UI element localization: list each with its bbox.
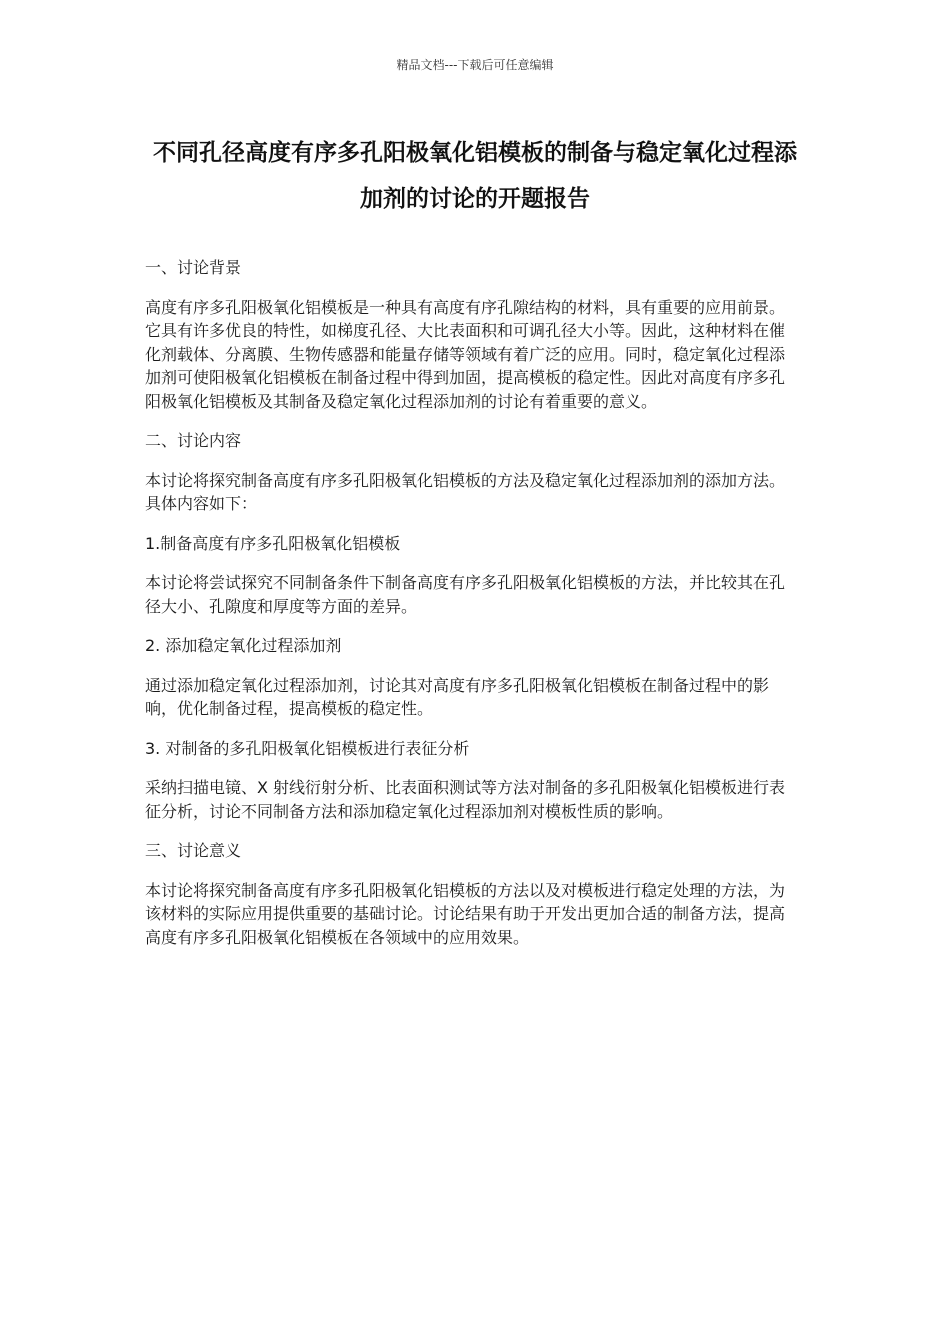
paragraph-item-2: 通过添加稳定氧化过程添加剂，讨论其对高度有序多孔阳极氧化铝模板在制备过程中的影响，优化制备过程，提高模板的稳定性。 (145, 675, 770, 718)
section-heading-significance: 三、讨论意义 (145, 841, 242, 860)
document-title: 不同孔径高度有序多孔阳极氧化铝模板的制备与稳定氧化过程添加剂的讨论的开题报告 (153, 140, 797, 212)
item-heading-2: 2. 添加稳定氧化过程添加剂 (145, 636, 342, 655)
section-heading-background: 一、讨论背景 (145, 258, 242, 277)
paragraph-item-1: 本讨论将尝试探究不同制备条件下制备高度有序多孔阳极氧化铝模板的方法，并比较其在孔径大小、孔隙度和厚度等方面的差异。 (145, 573, 786, 616)
paragraph-item-3: 采纳扫描电镜、X 射线衍射分析、比表面积测试等方法对制备的多孔阳极氧化铝模板进行表征分析，讨论不同制备方法和添加稳定氧化过程添加剂对模板性质的影响。 (145, 778, 786, 821)
paragraph-background: 高度有序多孔阳极氧化铝模板是一种具有高度有序孔隙结构的材料，具有重要的应用前景。它具有许多优良的特性，如梯度孔径、大比表面积和可调孔径大小等。因此，这种材料在催化剂载体、分离膜、生物传感器和能量存储等领域有着广泛的应用。同时，稳定氧化过程添加剂可使阳极氧化铝模板在制备过程中得到加固，提高模板的稳定性。因此对高度有序多孔阳极氧化铝模板及其制备及稳定氧化过程添加剂的讨论有着重要的意义。 (145, 297, 786, 411)
item-heading-1: 1.制备高度有序多孔阳极氧化铝模板 (145, 533, 401, 553)
page-header-note: 精品文档---下载后可任意编辑 (396, 58, 554, 72)
paragraph-content-intro: 本讨论将探究制备高度有序多孔阳极氧化铝模板的方法及稳定氧化过程添加剂的添加方法。具体内容如下： (145, 470, 786, 513)
paragraph-significance: 本讨论将探究制备高度有序多孔阳极氧化铝模板的方法以及对模板进行稳定处理的方法，为该材料的实际应用提供重要的基础讨论。讨论结果有助于开发出更加合适的制备方法，提高高度有序多孔阳极氧化铝模板在各领域中的应用效果。 (145, 880, 786, 947)
item-heading-3: 3. 对制备的多孔阳极氧化铝模板进行表征分析 (145, 738, 470, 758)
section-heading-content: 二、讨论内容 (145, 431, 242, 450)
document-body (145, 256, 797, 965)
